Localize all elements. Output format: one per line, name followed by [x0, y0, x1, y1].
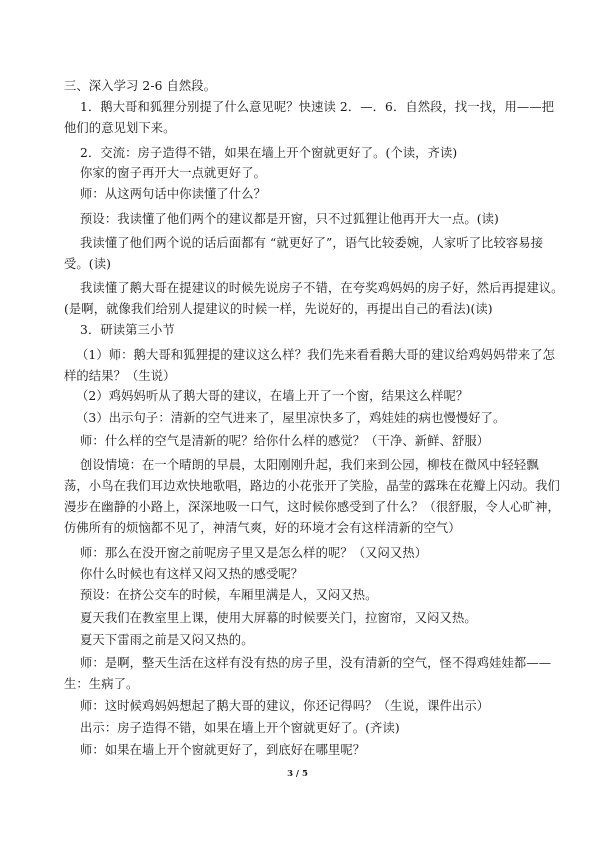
text-line: 夏天我们在教室里上课，使用大屏幕的时候要关门，拉窗帘，又闷又热。 — [64, 611, 477, 625]
text-line: 样的结果？（生说） — [64, 369, 176, 383]
text-line: 出示：房子造得不错，如果在墙上开个窗就更好了。(齐读) — [64, 721, 400, 735]
text-line: （3）出示句子：清新的空气进来了，屋里凉快多了，鸡娃娃的病也慢慢好了。 — [64, 411, 506, 425]
text-line: 师：是啊，整天生活在这样有没有热的房子里，没有清新的空气，怪不得鸡娃娃都—— — [64, 656, 552, 670]
text-line: 我读懂了鹅大哥在提建议的时候先说房子不错，在夸奖鸡妈妈的房子好，然后再提建议。 — [64, 281, 564, 295]
text-line: （1）师：鹅大哥和狐狸提的建议这么样？我们先来看看鹅大哥的建议给鸡妈妈带来了怎 — [64, 348, 556, 362]
text-line: 创设情境：在一个晴朗的早晨，太阳刚刚升起，我们来到公园，柳枝在微风中轻轻飘 — [64, 458, 539, 472]
page-number: 3 / 5 — [287, 769, 308, 779]
text-line: 夏天下雷雨之前是又闷又热的。 — [64, 633, 254, 647]
text-line: 师：什么样的空气是清新的呢？给你什么样的感觉？（干净、新鲜、舒服） — [64, 434, 490, 448]
text-line: 受。(读) — [64, 257, 111, 271]
text-line: 预设：在挤公交车的时候，车厢里满是人，又闷又热。 — [64, 588, 378, 602]
text-line: 仿佛所有的烦恼都不见了，神清气爽，好的环境才会有这样清新的空气） — [64, 521, 461, 535]
text-line: 师：如果在墙上开个窗就更好了，到底好在哪里呢？ — [64, 743, 366, 757]
text-line: 师：从这两句话中你读懂了什么？ — [64, 187, 266, 201]
text-line: 3．研读第三小节 — [64, 323, 175, 337]
text-line: 我读懂了他们两个说的话后面都有 “就更好了”，语气比较委婉，人家听了比较容易接 — [64, 236, 544, 250]
text-line: （2）鸡妈妈听从了鹅大哥的建议，在墙上开了一个窗，结果这么样呢？ — [64, 389, 469, 403]
text-line: 你什么时候也有这样又闷又热的感受呢？ — [64, 567, 304, 581]
text-line: 师：那么在没开窗之前呢房子里又是怎么样的呢？（又闷又热） — [64, 546, 428, 560]
text-line: 漫步在幽静的小路上，深深地吸一口气，这时候你感受到了什么？（很舒服，令人心旷神， — [64, 500, 560, 514]
text-line: 你家的窗子再开大一点就更好了。 — [64, 166, 266, 180]
text-line: 2．交流：房子造得不错，如果在墙上开个窗就更好了。(个读，齐读) — [64, 146, 458, 160]
text-line: 荡，小鸟在我们耳边欢快地歌唱，路边的小花张开了笑脸，晶莹的露珠在花瓣上闪动。我们 — [64, 479, 560, 493]
text-line: (是啊，就像我们给别人提建议的时候一样，先说好的，再提出自己的看法)(读) — [64, 302, 493, 316]
text-line: 他们的意见划下来。 — [64, 121, 176, 135]
text-line: 预设：我读懂了他们两个的建议都是开窗，只不过狐狸让他再开大一点。(读) — [64, 212, 499, 226]
text-line: 1．鹅大哥和狐狸分别提了什么意见呢？快速读 2．—．6．自然段，找一找，用——把 — [64, 100, 555, 114]
text-line: 师：这时候鸡妈妈想起了鹅大哥的建议，你还记得吗？（生说，课件出示） — [64, 699, 490, 713]
text-line: 生：生病了。 — [64, 677, 139, 691]
text-line: 三、深入学习 2-6 自然段。 — [64, 79, 217, 93]
